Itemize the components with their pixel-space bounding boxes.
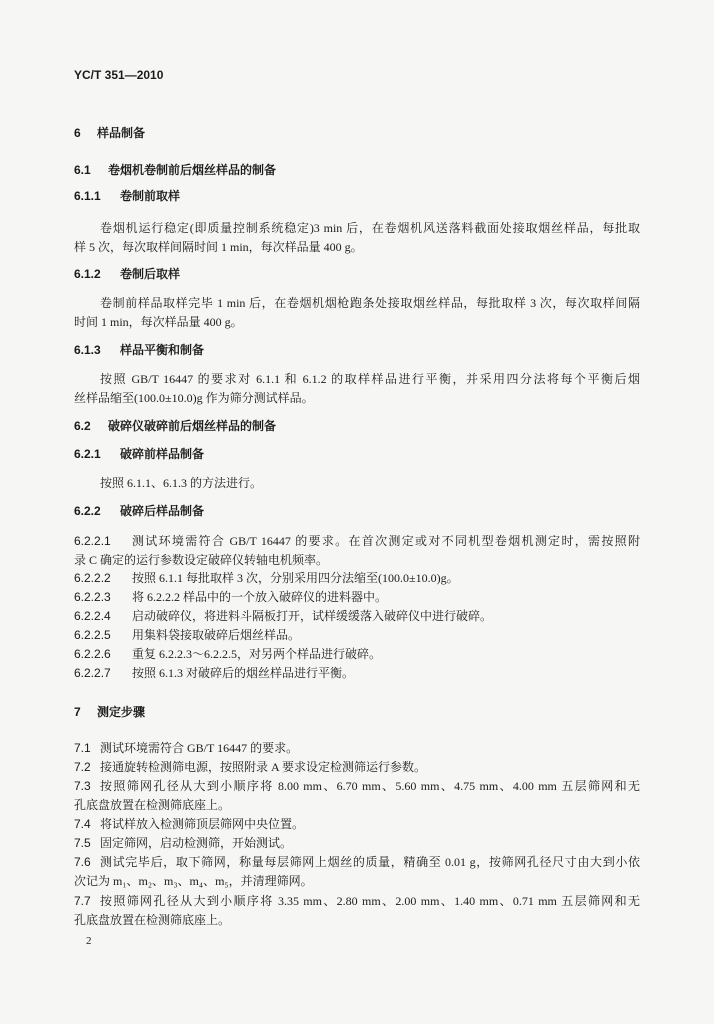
clause-6-2-2-7-line-1: 按照 6.1.3 对破碎后的烟丝样品进行平衡。 <box>132 666 355 680</box>
clause-7-4-line-1: 将试样放入检测筛顶层筛网中央位置。 <box>100 817 305 831</box>
clause-7-6-number: 7.6 <box>74 855 91 869</box>
section-6-1-3-number: 6.1.3 <box>74 343 101 357</box>
section-6-1-1-number: 6.1.1 <box>74 189 101 203</box>
doc-code: YC/T 351—2010 <box>74 68 164 82</box>
section-6-1-2-line-1: 卷制前样品取样完毕 1 min 后，在卷烟机烟枪跑条处接取烟丝样品，每批取样 3 次，每次取样间隔 <box>100 296 640 310</box>
clause-6-2-2-1-number: 6.2.2.1 <box>74 534 111 548</box>
clause-6-2-2-2-line-1: 按照 6.1.1 每批取样 3 次，分别采用四分法缩至(100.0±10.0)g。 <box>132 571 459 585</box>
section-6-2-2-number: 6.2.2 <box>74 504 101 518</box>
section-6-2-1-number: 6.2.1 <box>74 447 101 461</box>
clause-6-2-2-4-number: 6.2.2.4 <box>74 609 111 623</box>
clause-6-2-2-6-line-1: 重复 6.2.2.3～6.2.2.5，对另两个样品进行破碎。 <box>132 647 382 661</box>
clause-6-2-2-1-line-2: 录 C 确定的运行参数设定破碎仪转轴电机频率。 <box>74 553 329 567</box>
clause-6-2-2-5-line-1: 用集料袋接取破碎后烟丝样品。 <box>132 628 301 642</box>
section-6-2-1-title: 破碎前样品制备 <box>120 447 205 461</box>
section-6-1-1-line-2: 样 5 次，每次取样间隔时间 1 min，每次样品量 400 g。 <box>74 240 363 254</box>
clause-7-3-line-2: 孔底盘放置在检测筛底座上。 <box>74 798 231 812</box>
section-6-1-1-line-1: 卷烟机运行稳定(即质量控制系统稳定)3 min 后，在卷烟机风送落料截面处接取烟丝样品，每批取 <box>100 221 640 235</box>
page-number: 2 <box>86 935 92 947</box>
section-6-1-2-line-2: 时间 1 min，每次样品量 400 g。 <box>74 315 243 329</box>
section-6-1-number: 6.1 <box>74 163 91 177</box>
clause-7-6-line-1: 测试完毕后，取下筛网，称量每层筛网上烟丝的质量，精确至 0.01 g，按筛网孔径尺寸由大到小依 <box>100 855 640 869</box>
clause-7-4-number: 7.4 <box>74 817 91 831</box>
clause-6-2-2-4-line-1: 启动破碎仪，将进料斗隔板打开，试样缓缓落入破碎仪中进行破碎。 <box>132 609 493 623</box>
clause-6-2-2-1-line-1: 测试环境需符合 GB/T 16447 的要求。在首次测定或对不同机型卷烟机测定时，需按照附 <box>132 534 640 548</box>
clause-7-7-number: 7.7 <box>74 894 91 908</box>
clause-6-2-2-7-number: 6.2.2.7 <box>74 666 111 680</box>
clause-7-3-line-1: 按照筛网孔径从大到小顺序将 8.00 mm、6.70 mm、5.60 mm、4.75 mm、4.00 mm 五层筛网和无 <box>100 779 640 793</box>
section-7-title: 测定步骤 <box>97 705 146 719</box>
section-6-1-3-line-2: 丝样品缩至(100.0±10.0)g 作为筛分测试样品。 <box>74 391 314 405</box>
section-6-1-title: 卷烟机卷制前后烟丝样品的制备 <box>108 163 277 177</box>
clause-7-5-line-1: 固定筛网，启动检测筛，开始测试。 <box>100 836 293 850</box>
section-6-1-1-title: 卷制前取样 <box>120 189 181 203</box>
clause-7-7-line-2: 孔底盘放置在检测筛底座上。 <box>74 913 231 927</box>
section-7-number: 7 <box>74 705 81 719</box>
clause-6-2-2-6-number: 6.2.2.6 <box>74 647 111 661</box>
clause-7-2-line-1: 接通旋转检测筛电源，按照附录 A 要求设定检测筛运行参数。 <box>100 760 427 774</box>
section-6-2-title: 破碎仪破碎前后烟丝样品的制备 <box>108 419 277 433</box>
section-6-2-2-title: 破碎后样品制备 <box>120 504 205 518</box>
clause-6-2-2-2-number: 6.2.2.2 <box>74 571 111 585</box>
section-6-number: 6 <box>74 126 81 140</box>
section-6-2-number: 6.2 <box>74 419 91 433</box>
section-6-title: 样品制备 <box>97 126 146 140</box>
section-6-1-2-number: 6.1.2 <box>74 267 101 281</box>
section-6-1-2-title: 卷制后取样 <box>120 267 181 281</box>
clause-6-2-2-3-line-1: 将 6.2.2.2 样品中的一个放入破碎仪的进料器中。 <box>132 590 388 604</box>
clause-7-1-number: 7.1 <box>74 741 91 755</box>
clause-6-2-2-3-number: 6.2.2.3 <box>74 590 111 604</box>
section-6-1-3-line-1: 按照 GB/T 16447 的要求对 6.1.1 和 6.1.2 的取样样品进行平衡，并采用四分法将每个平衡后烟 <box>100 372 640 386</box>
clause-7-5-number: 7.5 <box>74 836 91 850</box>
clause-7-7-line-1: 按照筛网孔径从大到小顺序将 3.35 mm、2.80 mm、2.00 mm、1.40 mm、0.71 mm 五层筛网和无 <box>100 894 640 908</box>
section-6-1-3-title: 样品平衡和制备 <box>120 343 205 357</box>
clause-7-6-line-2: 次记为 m₁、m₂、m₃、m₄、m₅，并清理筛网。 <box>74 874 313 888</box>
clause-7-2-number: 7.2 <box>74 760 91 774</box>
section-6-2-1-line-1: 按照 6.1.1、6.1.3 的方法进行。 <box>100 476 263 490</box>
clause-6-2-2-5-number: 6.2.2.5 <box>74 628 111 642</box>
clause-7-3-number: 7.3 <box>74 779 91 793</box>
clause-7-1-line-1: 测试环境需符合 GB/T 16447 的要求。 <box>100 741 299 755</box>
